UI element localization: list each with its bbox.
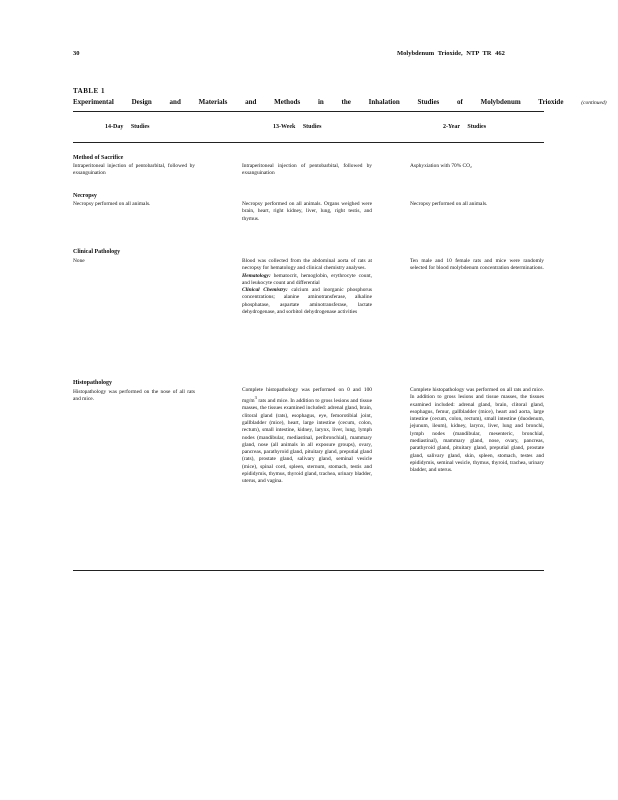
table-continued: (continued)	[581, 100, 607, 106]
table-title-text: Experimental Design and Materials and Methods in the Inhalation Studies of Molybdenum Trioxide	[73, 98, 564, 106]
cell-necropsy-13-week: Necropsy performed on all animals. Organs weighed were brain, heart, right kidney, liver, lung, right testis, and thymus.	[242, 201, 372, 222]
column-header-2-year: 2-Year Studies	[443, 124, 487, 130]
cell-sacrifice-13-week: Intraperitoneal injection of pentobarbital, followed by exsanguination	[242, 163, 372, 177]
hematology-text: hematocrit, hemoglobin, erythrocyte count, and leukocyte count and differential	[242, 272, 372, 286]
clinical-chemistry-label: Clinical Chemistry:	[242, 287, 288, 294]
section-title-sacrifice: Method of Sacrifice	[73, 155, 124, 161]
histo-13-week-superscript: 3	[254, 395, 257, 401]
page-number: 30	[73, 50, 80, 57]
cell-clinical-13-week	[242, 258, 372, 316]
section-title-necropsy: Necropsy	[73, 193, 97, 199]
cell-necropsy-14-day: Necropsy performed on all animals.	[73, 201, 151, 207]
column-header-13-week: 13-Week Studies	[273, 124, 322, 130]
table-header-rule	[73, 142, 544, 143]
histo-13-week-pre: Complete histopathology was performed on 0 and 100 mg/m	[242, 387, 372, 405]
section-title-clinical-pathology: Clinical Pathology	[73, 249, 121, 255]
cell-clinical-14-day: None	[73, 258, 85, 264]
histo-13-week-post: rats and mice. In addition to gross lesions and tissue masses, the tissues examined included: adrenal gland, brain, clitoral gland (rats), esophagus, eye, femorotibial joint, gallbladder (mice), heart, large intestine (cecum, colon, rectum), small intestine, kidney, larynx, liver, lung, lymph nodes (mandibular, mediastinal, peribronchial), mammary gland, nose (all animals in all exposure groups), ovary, pancreas, parathyroid gland, pituitary gland, preputial gland (rats), prostate gland, salivary gland, seminal vesicle (mice), spinal cord, spleen, sternum, stomach, testis and epididymis, thymus, thyroid gland, trachea, urinary bladder, uterus, and vagina.	[242, 398, 372, 485]
cell-histo-13-week	[242, 387, 372, 486]
cell-clinical-2-year: Ten male and 10 female rats and mice were randomly selected for blood molybdenum concentration determinations.	[410, 258, 544, 272]
cell-sacrifice-2-year: Asphyxiation with 70% CO₂	[410, 163, 472, 169]
hematology-label: Hematology:	[242, 272, 271, 279]
table-label: TABLE 1	[73, 87, 105, 95]
clinical-chemistry-text: calcium and inorganic phosphorus concentrations; alanine aminotransferase, alkaline phosphatase, aspartate aminotransferase, lactate dehydrogenase, and sorbitol dehydrogenase activities	[242, 287, 372, 316]
table-top-rule	[73, 111, 544, 112]
cell-histo-2-year: Complete histopathology was performed on all rats and mice. In addition to gross lesions and tissue masses, the tissues examined included: adrenal gland, brain, clitoral gland, esophagus, femur, gallbladder (mice), heart and aorta, large intestine (cecum, colon, rectum), small intestine (duodenum, jejunum, ileum), kidney, larynx, liver, lung and bronchi, lymph nodes (mandibular, mesenteric, bronchial, mediastinal), mammary gland, nose, ovary, pancreas, parathyroid gland, pituitary gland, preputial gland, prostate gland, salivary gland, skin, spleen, stomach, testes and epididymis, seminal vesicle, thymus, thyroid, trachea, urinary bladder, and uterus.	[410, 387, 544, 474]
table-bottom-rule	[73, 570, 544, 571]
cell-sacrifice-14-day: Intraperitoneal injection of pentobarbital, followed by exsanguination	[73, 163, 195, 177]
cell-histo-14-day: Histopathology was performed on the nose of all rats and mice.	[73, 389, 195, 403]
table-caption	[73, 86, 607, 109]
table-title	[73, 97, 607, 109]
column-header-14-day: 14-Day Studies	[105, 124, 150, 130]
clinical-intro: Blood was collected from the abdominal aorta of rats at necropsy for hematology and clinical chemistry analyses.	[242, 258, 372, 272]
cell-necropsy-2-year: Necropsy performed on all animals.	[410, 201, 488, 207]
running-header: Molybdenum Trioxide, NTP TR 462	[397, 50, 505, 57]
section-title-histopathology: Histopathology	[73, 380, 113, 386]
